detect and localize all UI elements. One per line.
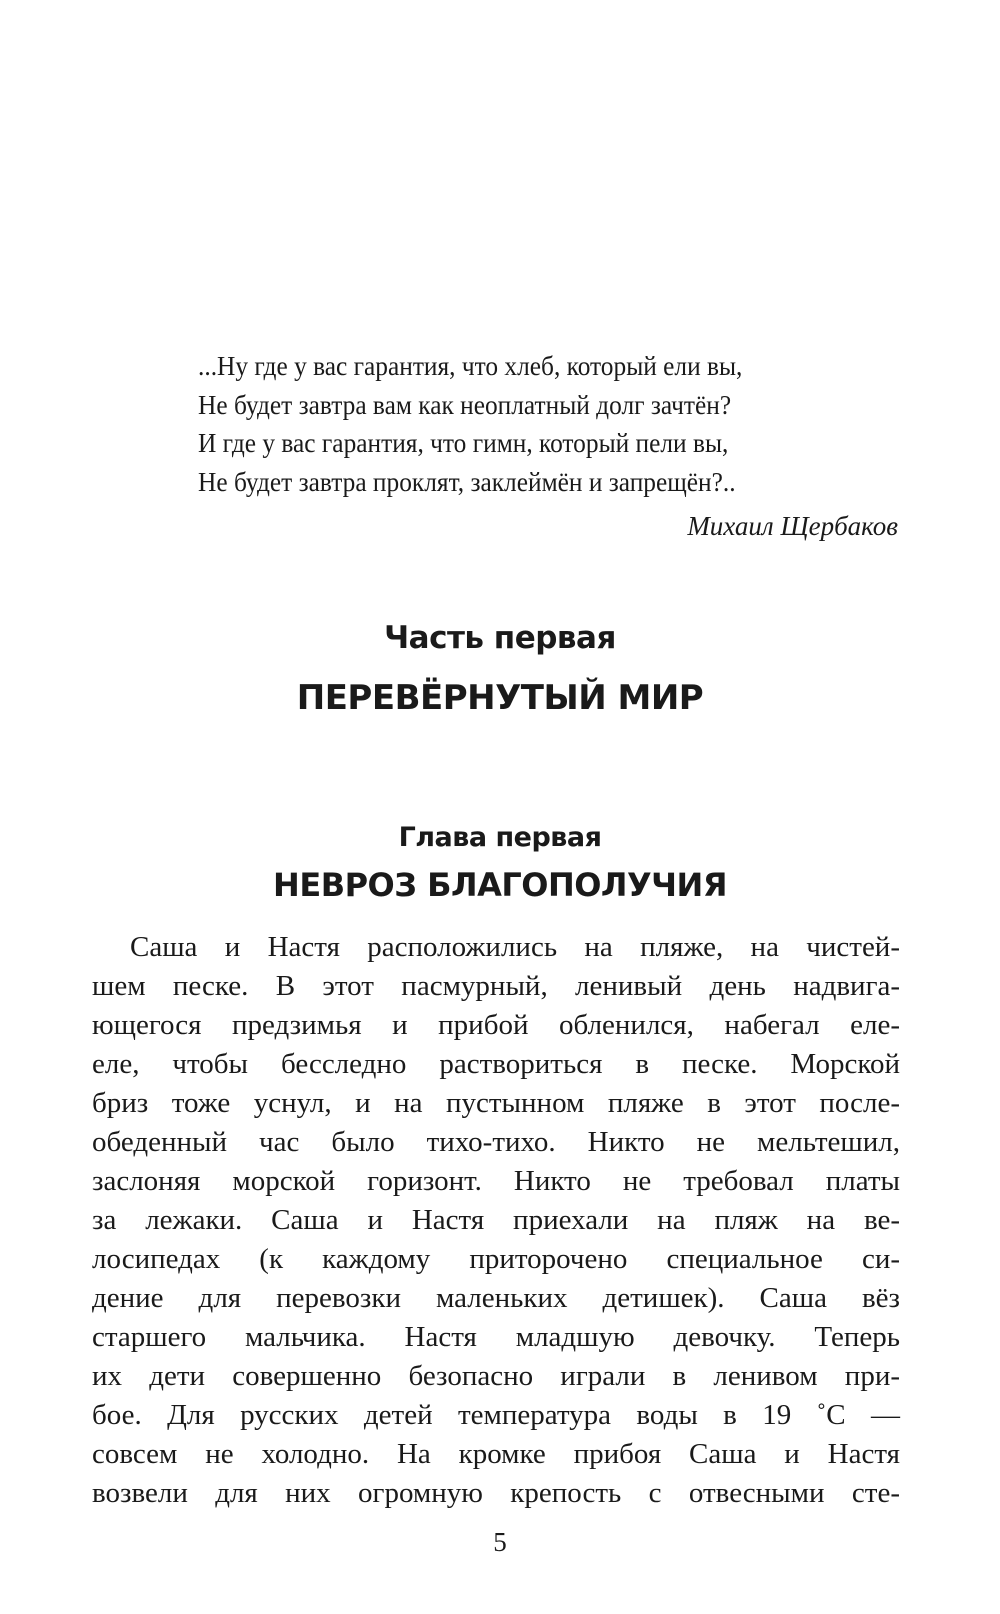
body-line: обеденный час было тихо-тихо. Никто не мельтешил, <box>92 1126 900 1158</box>
body-line: еле, чтобы бесследно раствориться в песке. Морской <box>92 1048 900 1080</box>
body-line: бриз тоже уснул, и на пустынном пляже в этот после- <box>92 1087 900 1119</box>
body-line: их дети совершенно безопасно играли в ленивом при- <box>92 1360 900 1392</box>
epigraph-line: Не будет завтра вам как неоплатный долг зачтён? <box>198 389 732 420</box>
body-line: ющегося предзимья и прибой обленился, набегал еле- <box>92 1009 900 1041</box>
body-line: шем песке. В этот пасмурный, ленивый день надвига- <box>92 970 900 1002</box>
part-label: Часть первая <box>384 620 616 656</box>
body-line: совсем не холодно. На кромке прибоя Саша и Настя <box>92 1438 900 1470</box>
chapter-label: Глава первая <box>398 822 602 853</box>
body-line: возвели для них огромную крепость с отвесными сте- <box>92 1477 900 1509</box>
epigraph <box>198 347 898 541</box>
body-line: бое. Для русских детей температура воды в 19 ˚С — <box>92 1399 900 1431</box>
epigraph-line: ...Ну где у вас гарантия, что хлеб, который ели вы, <box>198 351 743 381</box>
page-number: 5 <box>493 1527 507 1557</box>
epigraph-author: Михаил Щербаков <box>687 511 898 541</box>
body-line: лосипедах (к каждому приторочено специальное си- <box>92 1243 900 1275</box>
part-title: ПЕРЕВЁРНУТЫЙ МИР <box>296 678 704 718</box>
body-line: за лежаки. Саша и Настя приехали на пляж на ве- <box>92 1204 900 1236</box>
body-line: старшего мальчика. Настя младшую девочку. Теперь <box>92 1321 900 1353</box>
body-line: заслоняя морской горизонт. Никто не требовал платы <box>92 1165 900 1197</box>
epigraph-line: И где у вас гарантия, что гимн, который пели вы, <box>198 428 729 458</box>
epigraph-line: Не будет завтра проклят, заклеймён и запрещён?.. <box>198 466 736 497</box>
chapter-title: НЕВРОЗ БЛАГОПОЛУЧИЯ <box>273 866 727 904</box>
body-line: Саша и Настя расположились на пляже, на чистей- <box>130 931 900 963</box>
body-line: дение для перевозки маленьких детишек). Саша вёз <box>92 1282 900 1314</box>
chapter-body <box>92 928 900 1513</box>
